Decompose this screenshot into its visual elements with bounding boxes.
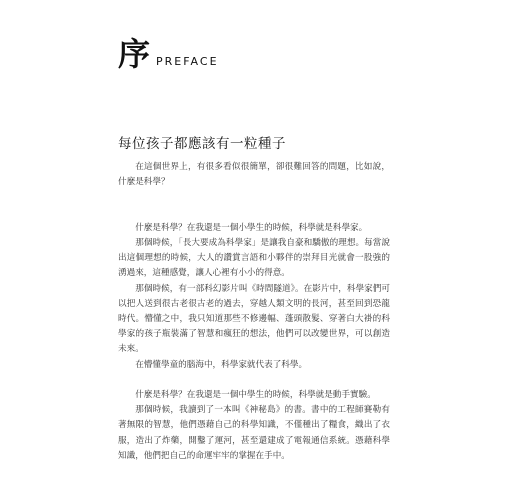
paragraph-gap <box>118 373 390 388</box>
paragraph: 在這個世界上，有很多看似很簡單，卻很難回答的問題，比如說，什麼是科學？ <box>118 162 390 188</box>
paragraph: 那個時候，「長大要成為科學家」是讓我自豪和驕傲的理想。每當說出這個理想的時候，大人的讚賞言語和小夥伴的崇拜目光就會一股強的湧過來，這種感覺，讓人心裡有小小的得意。 <box>118 237 390 279</box>
paragraph-gap <box>118 206 390 221</box>
paragraph: 什麼是科學？在我還是一個中學生的時候，科學就是動手實驗。 <box>135 390 376 400</box>
paragraph: 那個時候，有一部科幻影片叫《時間隧道》。在影片中，科學家們可以把人送到很古老很古老的過去，穿越人類文明的長河，甚至回到恐龍時代。懵懂之中，我只知道那些不修邊幅、蓬頭散髮、穿著白大褂的科學家的孩子瓶裝滿了智慧和瘋狂的想法，他們可以改變世界，可以創造未來。 <box>118 283 390 355</box>
paragraph: 在懵懂學童的腦海中，科學家就代表了科學。 <box>135 359 308 370</box>
body-text <box>118 160 390 464</box>
section-heading: 每位孩子都應該有一粒種子 <box>118 136 286 152</box>
title-latin: PREFACE <box>156 55 219 68</box>
paragraph-gap <box>118 190 390 205</box>
preface-title <box>118 35 219 73</box>
paragraph: 那個時候，我讀到了一本叫《神秘島》的書。書中的工程師賽勒有著無限的智慧，他們憑藉自己的科學知識，不僅種出了糧食，織出了衣服，造出了炸藥，開鑿了運河，甚至還建成了電報通信系統。憑藉科學知識，他們把自己的命運牢牢的掌握在手中。 <box>118 405 390 461</box>
title-cjk: 序 <box>118 35 151 73</box>
paragraph: 什麼是科學？在我還是一個小學生的時候，科學就是科學家。 <box>135 222 368 233</box>
